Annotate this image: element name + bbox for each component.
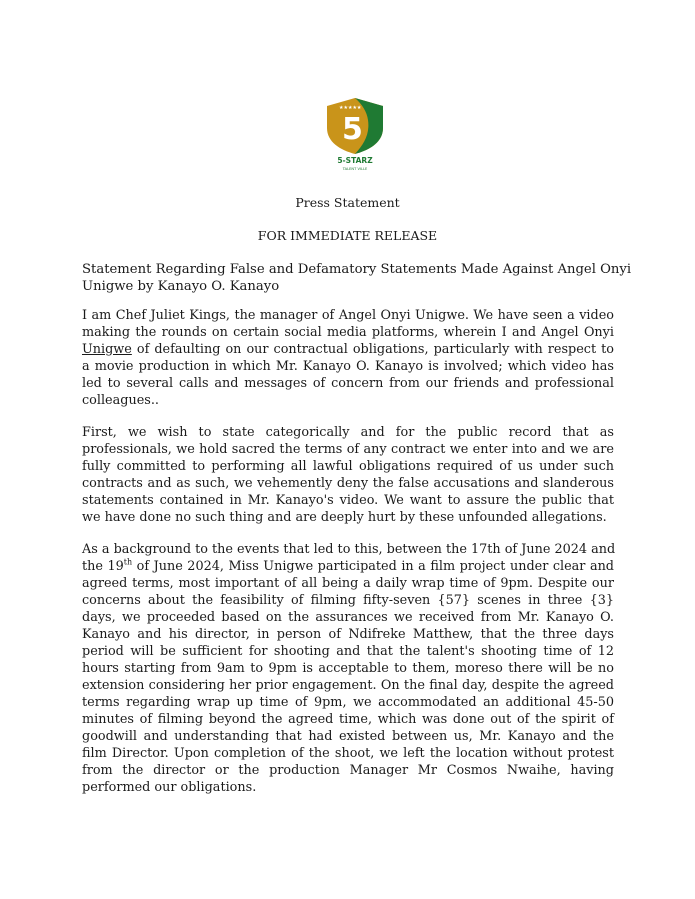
svg-text:★★★★★: ★★★★★ xyxy=(339,105,362,111)
text-line: a movie production in which Mr. Kanayo O. Kanayo is involved; which video has xyxy=(82,359,614,374)
text-line: fully committed to performing all lawful obligations required of us under such xyxy=(82,459,614,474)
company-logo xyxy=(322,92,388,172)
text-line: First, we wish to state categorically and for the public record that as xyxy=(82,425,614,440)
text-line: period will be sufficient for shooting and that the talent's shooting time of 12 xyxy=(82,644,614,659)
text-line: making the rounds on certain social media platforms, wherein I and Angel Onyi xyxy=(82,325,614,340)
text-span: the 19 xyxy=(82,559,124,574)
text-line xyxy=(82,341,614,358)
statement-title xyxy=(82,261,632,295)
text-line: film Director. Upon completion of the shoot, we left the location without protest xyxy=(82,746,614,761)
text-line: professionals, we hold sacred the terms of any contract we enter into and we are xyxy=(82,442,614,457)
text-line: hours starting from 9am to 9pm is acceptable to them, moreso there will be no xyxy=(82,661,614,676)
text-line: goodwill and understanding that had existed between us, Mr. Kanayo and the xyxy=(82,729,614,744)
text-line: performed our obligations. xyxy=(82,780,257,795)
text-line: contracts and as such, we vehemently deny the false accusations and slanderous xyxy=(82,476,614,491)
text-line: terms regarding wrap up time of 9pm, we accommodated an additional 45-50 xyxy=(82,695,614,710)
paragraph-denial xyxy=(82,424,614,526)
paragraph-background xyxy=(82,541,614,796)
text-line: colleagues.. xyxy=(82,393,159,408)
underlined-name: Unigwe xyxy=(82,342,132,357)
text-line: concerns about the feasibility of filming fifty-seven {57} scenes in three {3} xyxy=(82,593,614,608)
text-line: statements contained in Mr. Kanayo's video. We want to assure the public that xyxy=(82,493,614,508)
title-line: Unigwe by Kanayo O. Kanayo xyxy=(82,279,280,294)
svg-text:5-STARZ: 5-STARZ xyxy=(337,156,373,165)
immediate-release-heading: FOR IMMEDIATE RELEASE xyxy=(257,228,438,243)
svg-text:TALENT VILLE: TALENT VILLE xyxy=(342,167,368,171)
text-line: we have done no such thing and are deeply hurt by these unfounded allegations. xyxy=(82,510,607,525)
press-statement-heading: Press Statement xyxy=(295,195,400,210)
ordinal-suffix: th xyxy=(123,557,133,567)
svg-text:5: 5 xyxy=(342,112,363,147)
title-line: Statement Regarding False and Defamatory Statements Made Against Angel Onyi xyxy=(82,262,632,277)
text-span: of defaulting on our contractual obligations, particularly with respect to xyxy=(131,342,614,357)
text-line: from the director or the production Manager Mr Cosmos Nwaihe, having xyxy=(82,763,614,778)
text-line: led to several calls and messages of concern from our friends and professional xyxy=(82,376,614,391)
paragraph-introduction xyxy=(82,307,614,409)
five-starz-logo-icon xyxy=(322,92,388,172)
text-line xyxy=(82,558,614,575)
text-line: Kanayo and his director, in person of Ndifreke Matthew, that the three days xyxy=(82,627,614,642)
text-line: days, we proceeded based on the assurances we received from Mr. Kanayo O. xyxy=(82,610,614,625)
text-line: agreed terms, most important of all being a daily wrap time of 9pm. Despite our xyxy=(82,576,614,591)
text-line: I am Chef Juliet Kings, the manager of Angel Onyi Unigwe. We have seen a video xyxy=(82,308,614,323)
text-line: extension considering her prior engagement. On the final day, despite the agreed xyxy=(82,678,614,693)
text-span: of June 2024, Miss Unigwe participated in a film project under clear and xyxy=(132,559,615,574)
text-line: As a background to the events that led to this, between the 17th of June 2024 and xyxy=(82,542,616,557)
text-line: minutes of filming beyond the agreed time, which was done out of the spirit of xyxy=(82,712,614,727)
